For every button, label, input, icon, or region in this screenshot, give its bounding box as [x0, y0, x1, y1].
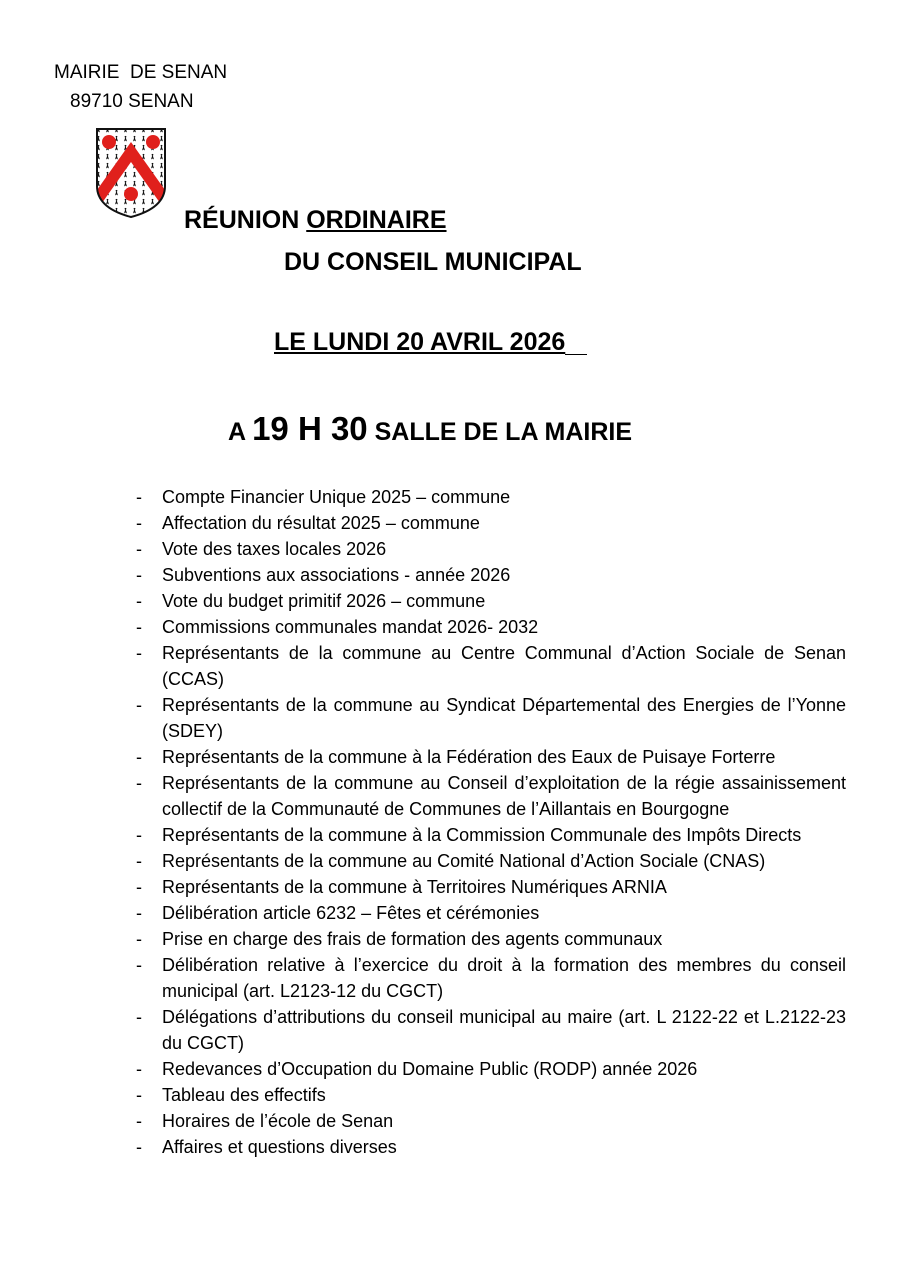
agenda-item-text: Représentants de la commune au Syndicat Départemental des Energies de l’Yonne (SDEY) [162, 695, 846, 741]
agenda-item-text: Délibération relative à l’exercice du droit à la formation des membres du conseil municipal (art. L2123-12 du CGCT) [162, 955, 846, 1001]
bullet-dash: - [136, 1085, 142, 1105]
title-line-1 [184, 206, 447, 235]
agenda-item-text: Représentants de la commune au Centre Communal d’Action Sociale de Senan (CCAS) [162, 643, 846, 689]
agenda-item [136, 614, 846, 640]
time-prefix: A [228, 418, 253, 446]
title-prefix: RÉUNION [184, 206, 307, 234]
agenda-item-text: Vote du budget primitif 2026 – commune [162, 591, 486, 611]
agenda-item-text: Affaires et questions diverses [162, 1137, 397, 1157]
agenda-item-text: Délégations d’attributions du conseil municipal au maire (art. L 2122-22 et L.2122-23 du CGCT) [162, 1007, 846, 1053]
agenda-item-text: Représentants de la commune au Comité National d’Action Sociale (CNAS) [162, 851, 766, 871]
agenda-item [136, 1056, 846, 1082]
agenda-item-text: Délibération article 6232 – Fêtes et cérémonies [162, 903, 540, 923]
agenda-item [136, 900, 846, 926]
agenda-list [136, 484, 846, 1160]
agenda-item [136, 926, 846, 952]
agenda-item-text: Compte Financier Unique 2025 – commune [162, 487, 511, 507]
agenda-item-text: Représentants de la commune à la Fédération des Eaux de Puisaye Forterre [162, 747, 776, 767]
mairie-address: 89710 SENAN [70, 91, 194, 112]
agenda-item [136, 588, 846, 614]
time-place: SALLE DE LA MAIRIE [367, 418, 633, 446]
agenda-item [136, 1134, 846, 1160]
bullet-dash: - [136, 851, 142, 871]
agenda-item [136, 1082, 846, 1108]
title-ordinaire: ORDINAIRE [306, 206, 447, 234]
bullet-dash: - [136, 539, 142, 559]
bullet-dash: - [136, 591, 142, 611]
bullet-dash: - [136, 955, 142, 975]
bullet-dash: - [136, 877, 142, 897]
agenda-item-text: Vote des taxes locales 2026 [162, 539, 387, 559]
agenda-item-text: Représentants de la commune à la Commission Communale des Impôts Directs [162, 825, 802, 845]
agenda-item [136, 562, 846, 588]
title-line-2: DU CONSEIL MUNICIPAL [284, 248, 582, 276]
time-hour: 19 H 30 [252, 410, 368, 447]
bullet-dash: - [136, 1007, 142, 1027]
bullet-dash: - [136, 1111, 142, 1131]
agenda-item-text: Commissions communales mandat 2026- 2032 [162, 617, 539, 637]
agenda-item-text: Représentants de la commune à Territoires Numériques ARNIA [162, 877, 667, 897]
agenda-item [136, 1004, 846, 1056]
agenda-item [136, 510, 846, 536]
agenda-item-text: Subventions aux associations - année 2026 [162, 565, 511, 585]
bullet-dash: - [136, 903, 142, 923]
agenda-item [136, 952, 846, 1004]
mairie-name: MAIRIE DE SENAN [54, 62, 228, 83]
agenda-item-text: Horaires de l’école de Senan [162, 1111, 394, 1131]
bullet-dash: - [136, 929, 142, 949]
bullet-dash: - [136, 513, 142, 533]
bullet-dash: - [136, 643, 142, 663]
agenda-item [136, 692, 846, 744]
bullet-dash: - [136, 773, 142, 793]
date-underline-tail [565, 328, 587, 355]
agenda-item [136, 744, 846, 770]
bullet-dash: - [136, 565, 142, 585]
agenda-item [136, 770, 846, 822]
agenda-item-text: Affectation du résultat 2025 – commune [162, 513, 480, 533]
agenda-item [136, 1108, 846, 1134]
meeting-date-text: LE LUNDI 20 AVRIL 2026 [274, 328, 566, 356]
meeting-date [274, 328, 587, 357]
agenda-item [136, 640, 846, 692]
bullet-dash: - [136, 1137, 142, 1157]
agenda-item [136, 848, 846, 874]
bullet-dash: - [136, 617, 142, 637]
mairie-header [54, 58, 227, 116]
bullet-dash: - [136, 1059, 142, 1079]
agenda-item [136, 536, 846, 562]
agenda-item [136, 484, 846, 510]
agenda-item-text: Redevances d’Occupation du Domaine Public (RODP) année 2026 [162, 1059, 698, 1079]
meeting-time-place [228, 410, 632, 448]
agenda-item [136, 874, 846, 900]
agenda-item-text: Représentants de la commune au Conseil d’exploitation de la régie assainissement collectif de la Communauté de Communes de l’Aillantais en Bourgogne [162, 773, 846, 819]
bullet-dash: - [136, 747, 142, 767]
coat-of-arms-icon [94, 126, 168, 220]
agenda-item-text: Prise en charge des frais de formation des agents communaux [162, 929, 663, 949]
bullet-dash: - [136, 487, 142, 507]
bullet-dash: - [136, 695, 142, 715]
bullet-dash: - [136, 825, 142, 845]
agenda-item [136, 822, 846, 848]
agenda-item-text: Tableau des effectifs [162, 1085, 326, 1105]
